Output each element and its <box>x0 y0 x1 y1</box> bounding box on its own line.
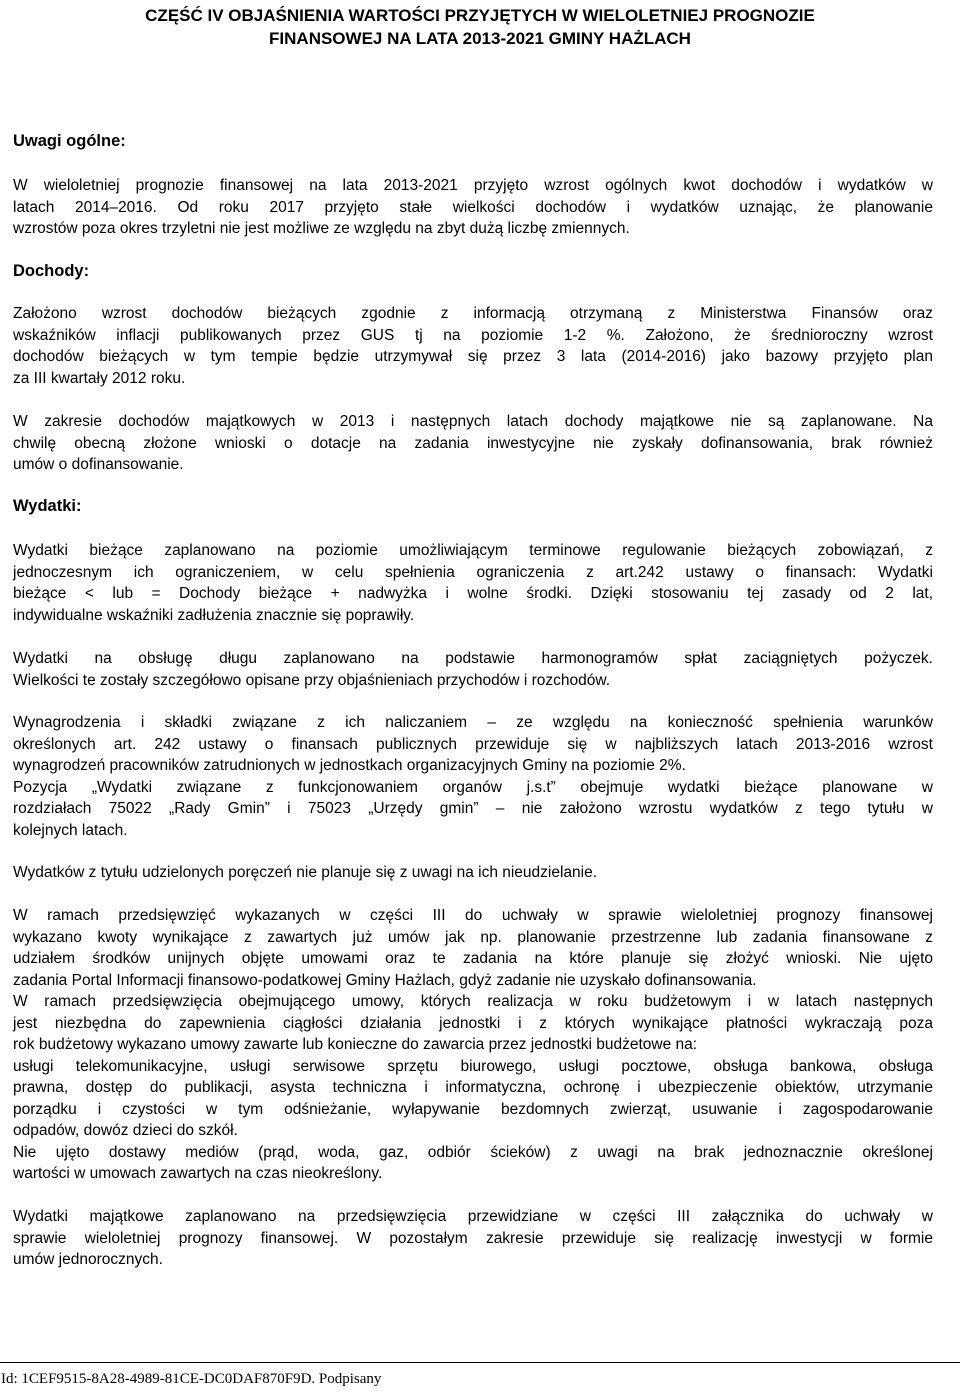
title-line-1: CZĘŚĆ IV OBJAŚNIENIA WARTOŚCI PRZYJĘTYCH W WIELOLETNIEJ PROGNOZIE <box>145 6 815 25</box>
paragraph-wynagrodzenia: Wynagrodzenia i składki związane z ich naliczaniem – ze względu na konieczność spełnienia warunków określonych art. 242 ustawy o finansach publicznych przewiduje się w najbliższych latach 2013-2016 wzrost wynagrodzeń pracowników zatrudnionych w jednostkach organizacyjnych Gminy na poziomie 2%. Pozycja „Wydatki związane z funkcjonowaniem organów j.s.t” obejmuje wydatki bieżące planowane w rozdziałach 75022 „Rady Gmin” i 75023 „Urzędy gmin” – nie założono wzrostu wydatków z tego tytułu w kolejnych latach. <box>13 714 933 839</box>
paragraph-dochody-biezace: Założono wzrost dochodów bieżących zgodnie z informacją otrzymaną z Ministerstwa Finansów oraz wskaźników inflacji publikowanych przez GUS tj na poziomie 1-2 %. Założono, że średnioroczny wzrost dochodów bieżących w tym tempie będzie utrzymywał się przez 3 lata (2014-2016) jako bazowy przyjęto plan za III kwartały 2012 roku. <box>13 305 933 387</box>
paragraph-przedsiewziecia: W ramach przedsięwzięć wykazanych w części III do uchwały w sprawie wieloletniej prognozy finansowej wykazano kwoty wynikające z zawartych już umów jak np. planowanie przestrzenne lub zadania finansowane z udziałem środków unijnych objęte umowami oraz te zadania na które planuje się złożyć wnioski. Nie ujęto zadania Portal Informacji finansowo-podatkowej Gminy Hażlach, gdyż zadanie nie uzyskało dofinansowania. W ramach przedsięwzięcia obejmującego umowy, których realizacja w roku budżetowym i w latach następnych jest niezbędna do zapewnienia ciągłości działania jednostki i z których wynikające płatności wykraczają poza rok budżetowy wykazano umowy zawarte lub konieczne do zawarcia przez jednostki budżetowe na: usługi telekomunikacyjne, usługi serwisowe sprzętu biurowego, usługi pocztowe, obsługa bankowa, obsługa prawna, dostęp do publikacji, asysta techniczna i informatyczna, ochronę i ubezpieczenie obiektów, utrzymanie porządku i czystości w tym odśnieżanie, wyłapywanie bezdomnych zwierząt, usuwanie i zagospodarowanie odpadów, dowóz dzieci do szkół. Nie ujęto dostawy mediów (prąd, woda, gaz, odbiór ścieków) z uwagi na brak jednoznacznie określonej wartości w umowach zawartych na czas nieokreślony. <box>13 907 933 1182</box>
document-title <box>0 4 960 50</box>
paragraph-wydatki-biezace: Wydatki bieżące zaplanowano na poziomie umożliwiającym terminowe regulowanie bieżących zobowiązań, z jednoczesnym ich ograniczeniem, w celu spełnienia ograniczenia z art.242 ustawy o finansach: Wydatki bieżące < lub = Dochody bieżące + nadwyżka i wolne środki. Dzięki stosowaniu tej zasady od 2 lat, indywidualne wskaźniki zadłużenia znacznie się poprawiły. <box>13 542 933 624</box>
paragraph-obsluga-dlugu: Wydatki na obsługę długu zaplanowano na podstawie harmonogramów spłat zaciągniętych pożyczek. Wielkości te zostały szczegółowo opisane przy objaśnieniach przychodów i rozchodów. <box>13 650 933 689</box>
paragraph-dochody-majatkowe: W zakresie dochodów majątkowych w 2013 i następnych latach dochody majątkowe nie są zaplanowane. Na chwilę obecną złożone wnioski o dotacje na zadania inwestycyjne nie zyskały dofinansowania, brak również umów o dofinansowanie. <box>13 413 933 473</box>
heading-dochody: Dochody: <box>13 262 90 280</box>
footer-divider <box>0 1362 960 1363</box>
heading-uwagi-ogolne: Uwagi ogólne: <box>13 132 126 150</box>
paragraph-uwagi: W wieloletniej prognozie finansowej na lata 2013-2021 przyjęto wzrost ogólnych kwot dochodów i wydatków w latach 2014–2016. Od roku 2017 przyjęto stałe wielkości dochodów i wydatków uznając, że planowanie wzrostów poza okres trzyletni nie jest możliwe ze względu na zbyt dużą liczbę zmiennych. <box>13 177 933 237</box>
heading-wydatki: Wydatki: <box>13 497 82 515</box>
document-id-footer: Id: 1CEF9515-8A28-4989-81CE-DC0DAF870F9D. Podpisany <box>1 1371 382 1387</box>
paragraph-wydatki-majatkowe: Wydatki majątkowe zaplanowano na przedsięwzięcia przewidziane w części III załącznika do uchwały w sprawie wieloletniej prognozy finansowej. W pozostałym zakresie przewiduje się realizację inwestycji w formie umów jednorocznych. <box>13 1208 933 1268</box>
title-line-2: FINANSOWEJ NA LATA 2013-2021 GMINY HAŻLACH <box>269 29 691 48</box>
paragraph-poreczenia: Wydatków z tytułu udzielonych poręczeń nie planuje się z uwagi na ich nieudzielanie. <box>13 864 598 881</box>
